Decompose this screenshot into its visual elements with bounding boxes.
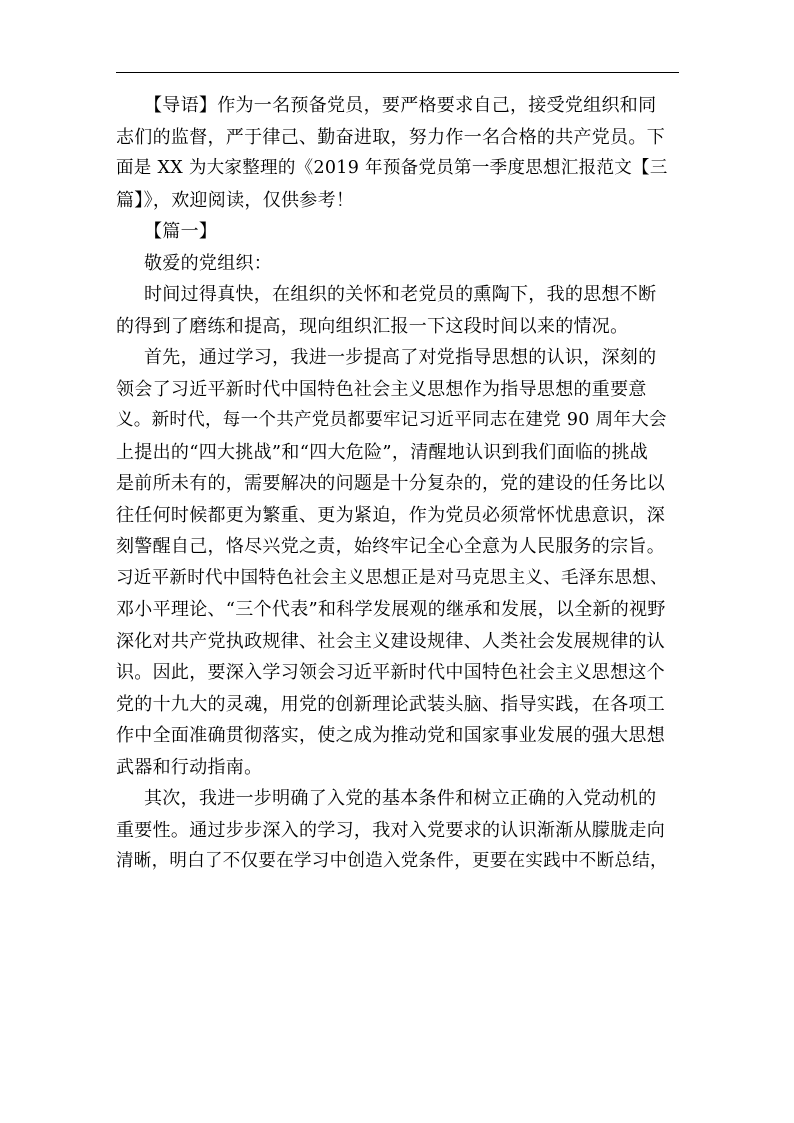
text-line: 敬爱的党组织： [144,252,273,274]
text-line: 深化对共产党执政规律、社会主义建设规律、人类社会发展规律的认 [116,630,665,652]
text-line: 其次，我进一步明确了入党的基本条件和树立正确的入党动机的 [144,788,657,809]
text-line: 志们的监督，严于律己、勤奋进取，努力作一名合格的共产党员。下 [116,126,665,148]
header-rule [116,72,679,73]
document-body [116,90,679,878]
text-line: 时间过得真快，在组织的关怀和老党员的熏陶下，我的思想不断 [144,284,657,305]
text-line: 作中全面准确贯彻落实，使之成为推动党和国家事业发展的强大思想 [116,725,665,746]
text-line: 义。新时代，每一个共产党员都要牢记习近平同志在建党 90 周年大会 [116,410,667,430]
text-line: 清晰，明白了不仅要在学习中创造入党条件，更要在实践中不断总结， [116,851,668,871]
text-line: 重要性。通过步步深入的学习，我对入党要求的认识渐渐从朦胧走向 [116,819,665,841]
text-line: 【导语】作为一名预备党员，要严格要求自己，接受党组织和同 [144,95,657,116]
text-line: 识。因此，要深入学习领会习近平新时代中国特色社会主义思想这个 [116,662,665,683]
text-line: 面是 XX 为大家整理的《2019 年预备党员第一季度思想汇报范文【三 [116,158,668,178]
text-line: 上提出的“四大挑战”和“四大危险”，清醒地认识到我们面临的挑战 [116,441,649,463]
text-line: 党的十九大的灵魂，用党的创新理论武装头脑、指导实践，在各项工 [116,693,665,715]
text-line: 领会了习近平新时代中国特色社会主义思想作为指导思想的重要意 [116,378,647,400]
text-line: 往任何时候都更为繁重、更为紧迫，作为党员必须常怀忧患意识，深 [116,504,665,526]
text-line: 邓小平理论、“三个代表”和科学发展观的继承和发展，以全新的视野 [116,599,666,620]
text-line: 武器和行动指南。 [116,756,263,778]
text-line: 【篇一】 [144,221,218,242]
text-line: 的得到了磨练和提高，现向组织汇报一下这段时间以来的情况。 [116,315,629,337]
text-line: 习近平新时代中国特色社会主义思想正是对马克思主义、毛泽东思想、 [116,567,668,588]
text-line: 是前所未有的，需要解决的问题是十分复杂的，党的建设的任务比以 [116,473,665,494]
text-line: 刻警醒自己，恪尽兴党之责，始终牢记全心全意为人民服务的宗旨。 [116,536,665,557]
text-line: 篇】》，欢迎阅读，仅供参考！ [116,189,355,211]
text-line: 首先，通过学习，我进一步提高了对党指导思想的认识，深刻的 [144,347,657,368]
